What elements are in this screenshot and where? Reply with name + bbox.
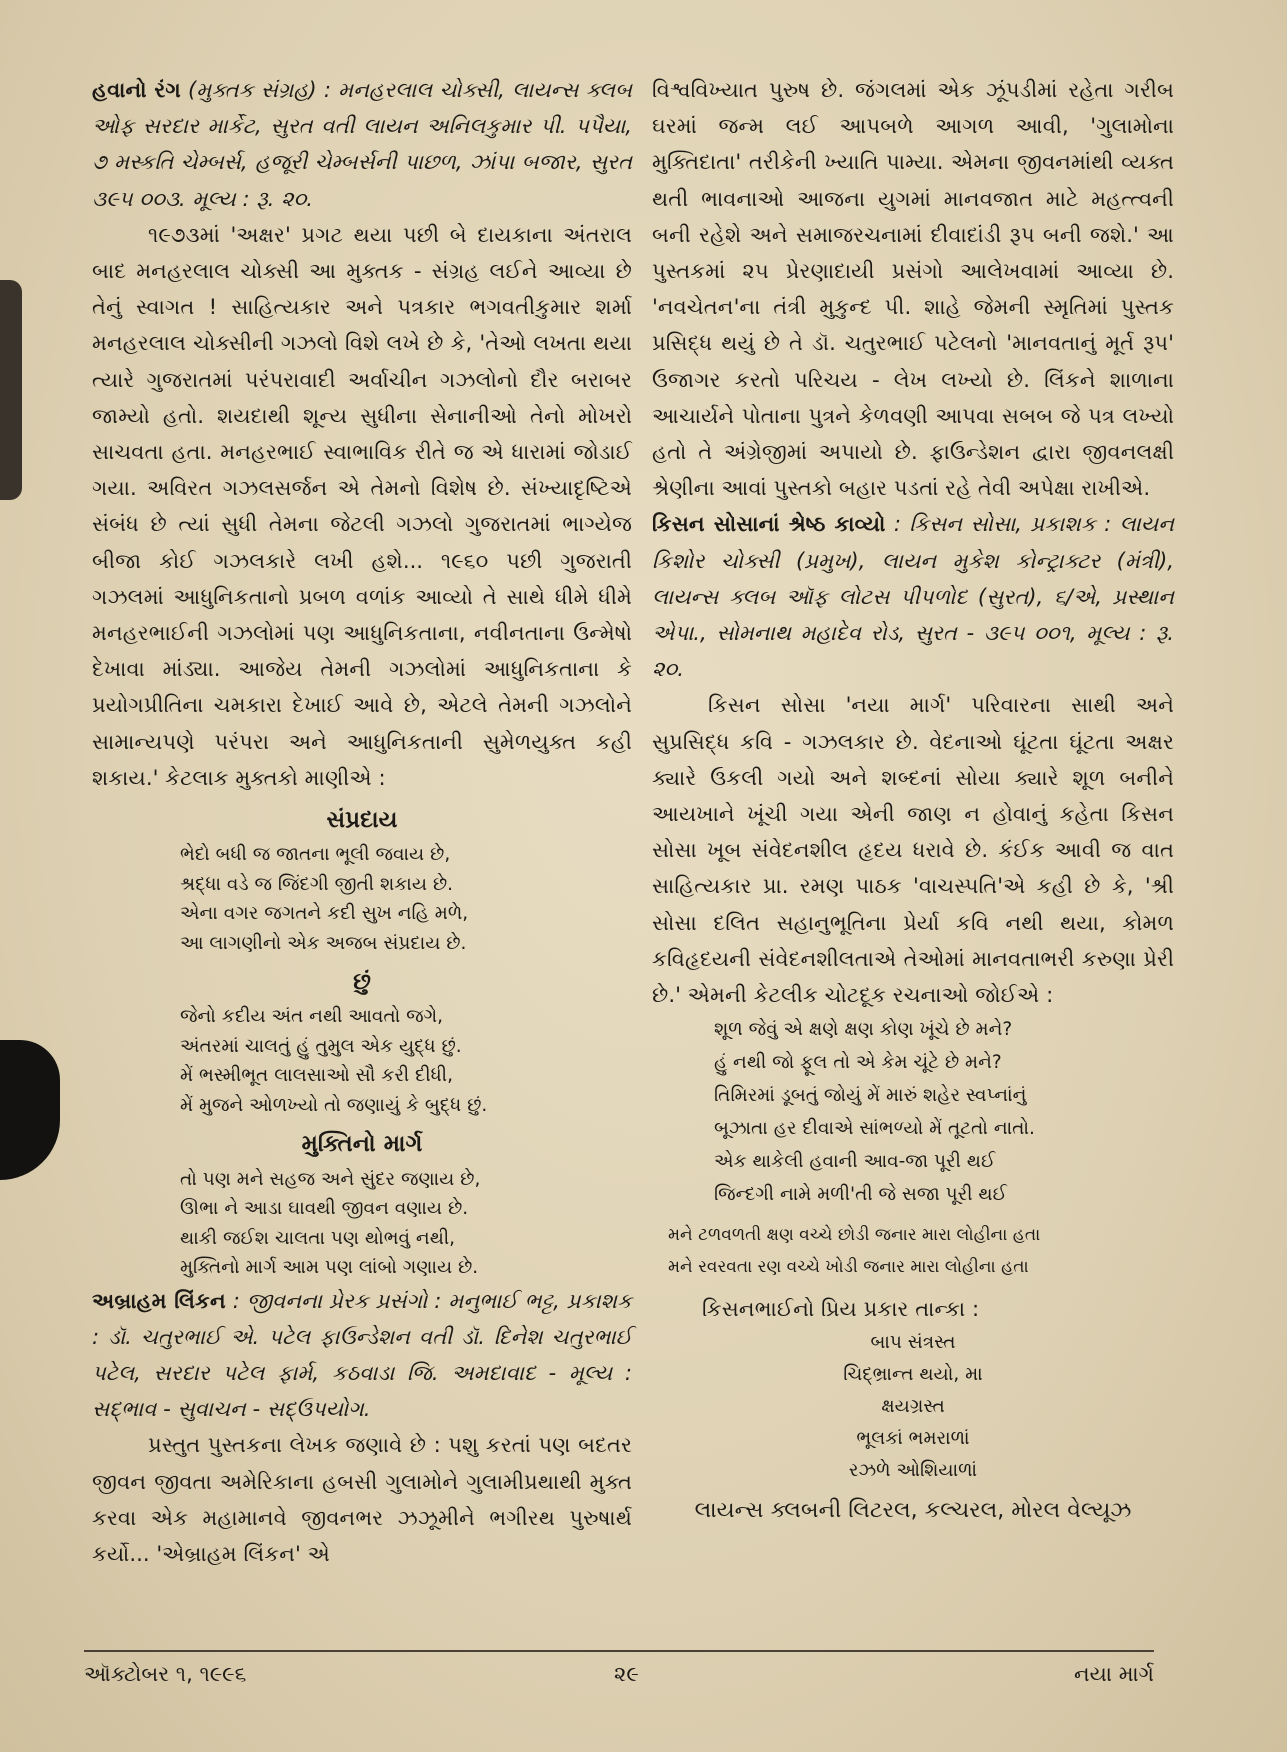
poem-line: શ્રદ્ધા વડે જ જિંદગી જીતી શકાય છે. — [180, 873, 454, 895]
review-paragraph: વિશ્વવિખ્યાત પુરુષ છે. જંગલમાં એક ઝૂંપડીમાં રહેતા ગરીબ ઘરમાં જન્મ લઈ આપબળે આગળ આવી, 'ગુલામોના મુક્તિદાતા' તરીકેની ખ્યાતિ પામ્યા. એમના જીવનમાંથી વ્યક્ત થતી ભાવનાઓ આજના યુગમાં માનવજાત માટે મહત્ત્વની બની રહેશે અને સમાજરચનામાં દીવાદાંડી રૂપ બની જશે.' આ પુસ્તકમાં ૨૫ પ્રેરણાદાયી પ્રસંગો આલેખવામાં આવ્યા છે. 'નવચેતન'ના તંત્રી મુકુન્દ પી. શાહે જેમની સ્મૃતિમાં પુસ્તક પ્રસિદ્ધ થયું છે તે ડૉ. ચતુરભાઈ પટેલનો 'માનવતાનું મૂર્ત રૂપ' ઉજાગર કરતો પરિચય - લેખ લખ્યો છે. લિંકને શાળાના આચાર્યને પોતાના પુત્રને કેળવણી આપવા સબબ જે પત્ર લખ્યો હતો તે અંગ્રેજીમાં અપાયો છે. ફાઉન્ડેશન દ્વારા જીવનલક્ષી શ્રેણીના આવાં પુસ્તકો બહાર પડતાં રહે તેવી અપેક્ષા રાખીએ. — [652, 77, 1174, 501]
page-number: ૨૯ — [614, 1662, 639, 1686]
right-column — [652, 72, 1174, 1530]
poem-line: ક્ષયગ્રસ્ત — [881, 1396, 945, 1418]
page-tear-damage — [0, 1040, 60, 1180]
poem-line: ઊભા ને આડા ઘાવથી જીવન વણાય છે. — [180, 1198, 469, 1220]
poem-line: ભેદો બધી જ જાતના ભૂલી જવાય છે, — [180, 844, 451, 866]
poem-line: ભૂલકાં ભમરાળાં — [856, 1428, 970, 1450]
poem-line: બાપ સંત્રસ્ત — [870, 1332, 956, 1354]
poem-chhu — [92, 1002, 632, 1120]
poem-line: થાકી જઈશ ચાલતા પણ થોભવું નથી, — [180, 1227, 456, 1249]
poem-line: બૂઝાતા હર દીવાએ સાંભળ્યો મેં તૂટતો નાતો. — [714, 1118, 1035, 1140]
poem-line: જિન્દગી નામે મળી'તી જે સજા પૂરી થઈ — [714, 1184, 1007, 1206]
poem-excerpts — [652, 1013, 1174, 1211]
left-column — [92, 72, 632, 1572]
book-title: અબ્રાહમ લિંકન — [92, 1287, 226, 1313]
magazine-name: નયા માર્ગ — [1074, 1662, 1154, 1686]
poem-title: છું — [353, 969, 371, 996]
book-entry-havano-rang — [92, 72, 632, 217]
poem-line: આ લાગણીનો એક અજબ સંપ્રદાય છે. — [180, 932, 467, 954]
book-details: : કિસન સોસા, પ્રકાશક : લાયન કિશોર ચોક્સી (પ્રમુખ), લાયન મુકેશ કોન્ટ્રાક્ટર (મંત્રી), લાયન્સ ક્લબ ઑફ લોટસ પીપળોદ (સુરત), ૬/એ, પ્રસ્થાન એપા., સોમનાથ મહાદેવ રોડ, સુરત - ૩૯૫ ૦૦૧, મૂલ્ય : રૂ. ૨૦. — [652, 511, 1174, 682]
couplet — [652, 1219, 1174, 1283]
book-entry-kisan-sosa — [652, 506, 1174, 687]
poem-muktino-marg — [92, 1165, 632, 1283]
poem-line: એક થાકેલી હવાની આવ-જા પૂરી થઈ — [714, 1151, 996, 1173]
poem-title: સંપ્રદાય — [326, 807, 398, 834]
tanka-intro: કિસનભાઈનો પ્રિય પ્રકાર તાન્કા : — [702, 1296, 980, 1322]
review-paragraph: ૧૯૭૩માં 'અક્ષર' પ્રગટ થયા પછી બે દાયકાના અંતરાલ બાદ મનહરલાલ ચોક્સી આ મુક્તક - સંગ્રહ લઈને આવ્યા છે તેનું સ્વાગત ! સાહિત્યકાર અને પત્રકાર ભગવતીકુમાર શર્મા મનહરલાલ ચોક્સીની ગઝલો વિશે લખે છે કે, 'તેઓ લખતા થયા ત્યારે ગુજરાતમાં પરંપરાવાદી અર્વાચીન ગઝલોનો દૌર બરાબર જામ્યો હતો. શયદાથી શૂન્ય સુધીના સેનાનીઓ તેનો મોખરો સાચવતા હતા. મનહરભાઈ સ્વાભાવિક રીતે જ એ ધારામાં જોડાઈ ગયા. અવિરત ગઝલસર્જન એ તેમનો વિશેષ છે. સંખ્યાદૃષ્ટિએ સંબંધ છે ત્યાં સુધી તેમના જેટલી ગઝલો ગુજરાતમાં ભાગ્યેજ બીજા કોઈ ગઝલકારે લખી હશે... ૧૯૬૦ પછી ગુજરાતી ગઝલમાં આધુનિકતાનો પ્રબળ વળાંક આવ્યો તે સાથે ધીમે ધીમે મનહરભાઈની ગઝલોમાં પણ આધુનિકતાના, નવીનતાના ઉન્મેષો દેખાવા માંડ્યા. આજેય તેમની ગઝલોમાં આધુનિકતાના કે પ્રયોગપ્રીતિના ચમકારા દેખાઈ આવે છે, એટલે તેમની ગઝલોને સામાન્યપણે પરંપરા અને આધુનિકતાની સુમેળયુક્ત કહી શકાય.' કેટલાક મુક્તકો માણીએ : — [92, 221, 632, 790]
poem-line: શૂળ જેવું એ ક્ષણે ક્ષણ કોણ ખૂંચે છે મને? — [714, 1019, 1013, 1041]
poem-line: જેનો કદીય અંત નથી આવતો જગે, — [180, 1006, 444, 1028]
footer-divider — [84, 1650, 1154, 1652]
issue-date: ઑક્ટોબર ૧, ૧૯૯૬ — [84, 1662, 247, 1686]
poem-line: હું નથી જો ફૂલ તો એ કેમ ચૂંટે છે મને? — [714, 1052, 1002, 1074]
poem-line: મેં મુજને ઓળખ્યો તો જણાયું કે બુદ્ધ છું. — [180, 1094, 488, 1116]
column-footer-heading: લાયન્સ ક્લબની લિટરલ, કલ્ચરલ, મોરલ વેલ્યૂઝ — [694, 1498, 1132, 1524]
book-details: : જીવનના પ્રેરક પ્રસંગો : મનુભાઈ ભટ્ટ, પ્રકાશક : ડૉ. ચતુરભાઈ એ. પટેલ ફાઉન્ડેશન વતી ડૉ. દિનેશ ચતુરભાઈ પટેલ, સરદાર પટેલ ફાર્મ, કઠવાડા જિ. અમદાવાદ - મૂલ્ય : સદ્ભાવ - સુવાચન - સદ્ઉપયોગ. — [92, 1287, 632, 1422]
poem-line: તો પણ મને સહજ અને સુંદર જણાય છે, — [180, 1168, 481, 1190]
book-entry-abraham-lincoln — [92, 1283, 632, 1428]
poem-line: મને ટળવળતી ક્ષણ વચ્ચે છોડી જનાર મારા લોહીના હતા — [668, 1225, 1041, 1246]
review-paragraph: કિસન સોસા 'નયા માર્ગ' પરિવારના સાથી અને સુપ્રસિદ્ધ કવિ - ગઝલકાર છે. વેદનાઓ ઘૂંટતા ઘૂંટતા અક્ષર ક્યારે ઉકલી ગયો અને શબ્દનાં સોયા ક્યારે શૂળ બનીને આયખાને ખૂંચી ગયા એની જાણ ન હોવાનું કહેતા કિસન સોસા ખૂબ સંવેદનશીલ હૃદય ધરાવે છે. કંઈક આવી જ વાત સાહિત્યકાર પ્રા. રમણ પાઠક 'વાચસ્પતિ'એ કહી છે કે, 'શ્રી સોસા દલિત સહાનુભૂતિના પ્રેર્યા કવિ નથી થયા, કોમળ કવિહૃદયની સંવેદનશીલતાએ તેઓમાં માનવતાભરી કરુણા પ્રેરી છે.' એમની કેટલીક ચોટદૂક રચનાઓ જોઈએ : — [652, 692, 1174, 1008]
book-title: કિસન સોસાનાં શ્રેષ્ઠ કાવ્યો — [652, 511, 886, 537]
poem-line: તિમિરમાં ડૂબતું જોયું મેં મારું શહેર સ્વપ્નાંનું — [714, 1085, 1027, 1107]
poem-sampraday — [92, 840, 632, 958]
book-details: (મુક્તક સંગ્રહ) : મનહરલાલ ચોક્સી, લાયન્સ ક્લબ ઓફ સરદાર માર્કેટ, સુરત વતી લાયન અનિલકુમાર પી. પપૈયા, ૭ મસ્કતિ ચેમ્બર્સ, હજૂરી ચેમ્બર્સની પાછળ, ઝાંપા બજાર, સુરત ૩૯૫ ૦૦૩. મૂલ્ય : રૂ. ૨૦. — [92, 77, 632, 211]
book-title: હવાનો રંગ — [92, 77, 181, 102]
poem-line: રઝળે ઓશિયાળાં — [848, 1460, 978, 1482]
poem-line: મને રવરવતા રણ વચ્ચે ખોડી જનાર મારા લોહીના હતા — [668, 1257, 1029, 1278]
tanka-poem — [652, 1327, 1174, 1487]
poem-line: અંતરમાં ચાલતું હું તુમુલ એક યુદ્ધ છું. — [180, 1035, 462, 1057]
poem-line: ચિદ્ભ્રાન્ત થયો, મા — [843, 1364, 983, 1386]
poem-title: મુક્તિનો માર્ગ — [301, 1131, 423, 1158]
review-paragraph: પ્રસ્તુત પુસ્તકના લેખક જણાવે છે : પશુ કરતાં પણ બદતર જીવન જીવતા અમેરિકાના હબસી ગુલામોને ગુલામીપ્રથાથી મુક્ત કરવા એક મહામાનવે જીવનભર ઝઝૂમીને ભગીરથ પુરુષાર્થ કર્યો... 'એબ્રાહમ લિંકન' એ — [92, 1432, 632, 1567]
poem-line: એના વગર જગતને કદી સુખ નહિ મળે, — [180, 903, 469, 925]
page-footer — [84, 1662, 1154, 1696]
page-edge-damage — [0, 280, 22, 500]
poem-line: મેં ભસ્મીભૂત લાલસાઓ સૌ કરી દીધી, — [180, 1065, 453, 1087]
poem-line: મુક્તિનો માર્ગ આમ પણ લાંબો ગણાય છે. — [180, 1257, 479, 1279]
